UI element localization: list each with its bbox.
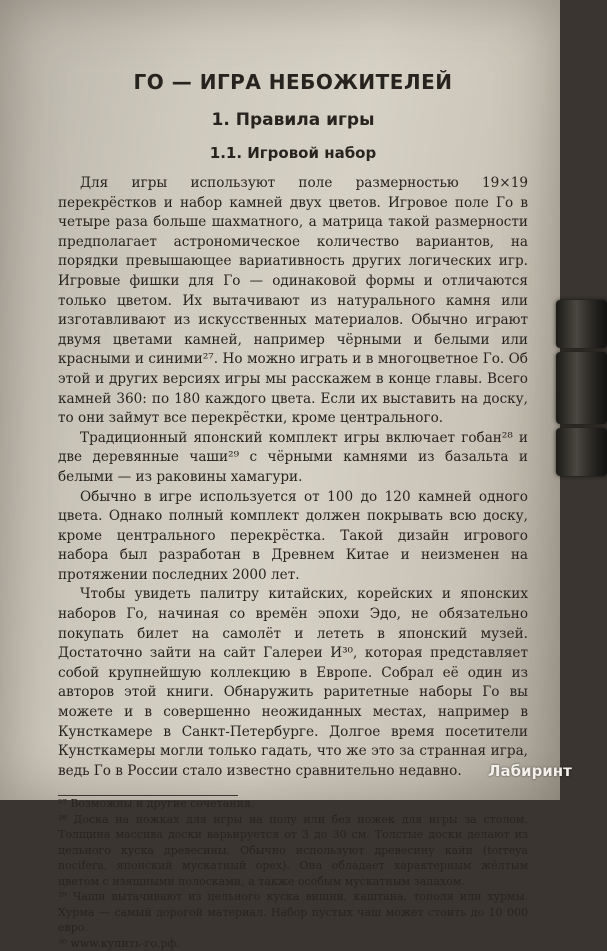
- page-content: [58, 66, 528, 951]
- footnote-30: ³⁰ www.купить-го.рф.: [58, 936, 180, 950]
- section-title: 1. Правила игры: [211, 110, 375, 130]
- footnote-27: ²⁷ Возможны и другие сочетания.: [58, 797, 255, 811]
- subsection-title: 1.1. Игровой набор: [209, 144, 377, 162]
- chapter-title: ГО — ИГРА НЕБОЖИТЕЛЕЙ: [133, 70, 453, 94]
- binder-clip-bottom: [556, 428, 607, 476]
- watermark-logo: Лабиринт: [488, 762, 572, 780]
- paragraph-1: Для игры используют поле размерностью 19×19 перекрёстков и набор камней двух цветов. Игровое поле Го в четыре раза больше шахматного, а матрица такой размерности предполагает астрономическое количество вариантов, на порядки превышающее вариативность других логических игр. Игровые фишки для Го — одинаковой формы и отличаются только цветом. Их вытачивают из натурального камня или изготавливают из искусственных материалов. Обычно играют двумя цветами камней, например чёрными и белыми или красными и синими²⁷. Но можно играть и в многоцветное Го. Об этой и других версиях игры мы расскажем в конце главы. Всего камней 360: по 180 каждого цвета. Если их выставить на доску, то они займут все перекрёстки, кроме центрального.: [58, 175, 528, 427]
- footnote-28: ²⁸ Доска на ножках для игры на полу или без ножек для игры за столом. Толщина массива доски варьируется от 3 до 30 см. Толстые доски делают из цельного куска древесины. Обычно используют древесину кайи (torreya nocifera, японский мускатный орех). Она обладает характерным жёлтым цветом с изящными полосками, а также особым мускатным запахом.: [58, 812, 528, 888]
- footnote-29: ²⁹ Чаши вытачивают из цельного куска вишни, каштана, тополя или хурмы. Хурма — самый дорогой материал. Набор пустых чаш может стоить до 10 000 евро.: [58, 890, 528, 935]
- paragraph-3: Обычно в игре используется от 100 до 120 камней одного цвета. Однако полный комплект должен покрывать всю доску, кроме центрального перекрёстка. Такой дизайн игрового набора был разработан в Древнем Китае и неизменен на протяжении последних 2000 лет.: [58, 488, 528, 583]
- binder-clip-top: [556, 300, 607, 348]
- paragraph-4: Чтобы увидеть палитру китайских, корейских и японских наборов Го, начиная со времён эпохи Эдо, не обязательно покупать билет на самолёт и лететь в японский музей. Достаточно зайти на сайт Галереи И³⁰, которая представляет собой крупнейшую коллекцию в Европе. Собрал её один из авторов этой книги. Обнаружить раритетные наборы Го вы можете и в совершенно неожиданных местах, например в Кунсткамере в Санкт-Петербурге. Долгое время посетители Кунсткамеры могли только гадать, что же это за странная игра, ведь Го в России стало известно сравнительно недавно.: [58, 586, 528, 779]
- binder-clip-middle: [556, 352, 607, 424]
- paragraph-2: Традиционный японский комплект игры включает гобан²⁸ и две деревянные чаши²⁹ с чёрными камнями из базальта и белыми — из раковины хамагури.: [58, 429, 528, 485]
